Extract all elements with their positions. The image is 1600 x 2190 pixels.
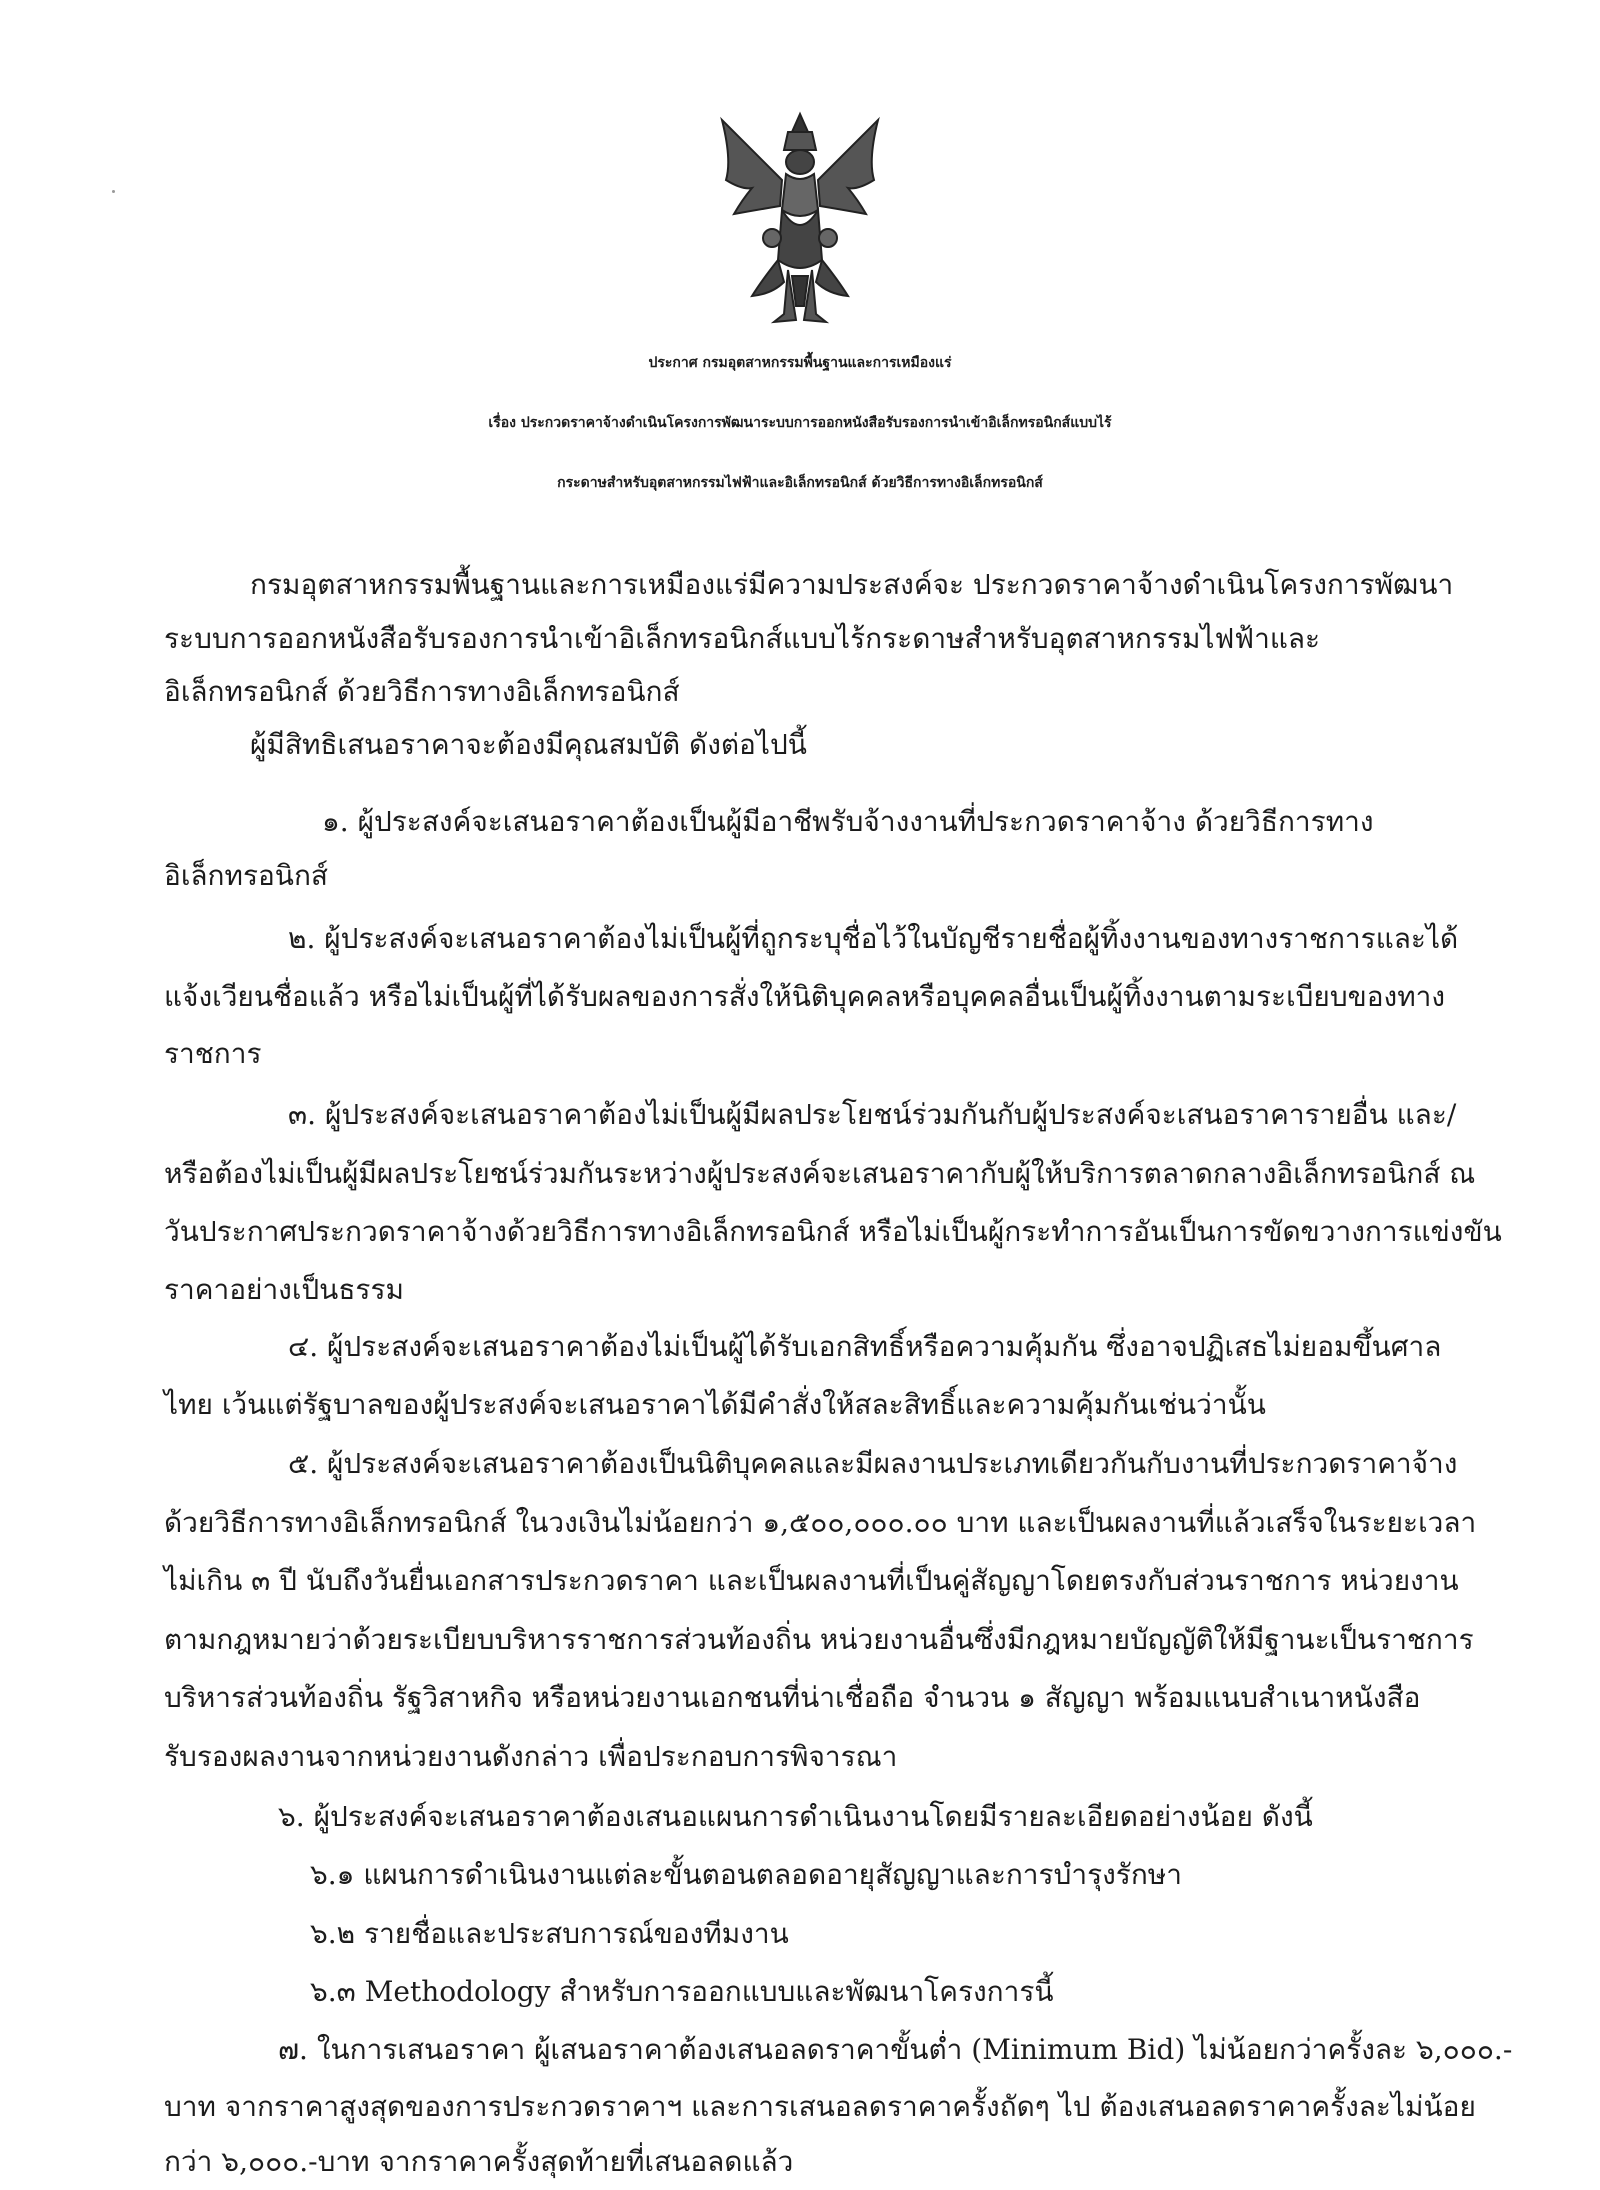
item-7-line: กว่า ๖,๐๐๐.-บาท จากราคาครั้งสุดท้ายที่เสนอลดแล้ว (164, 2145, 794, 2178)
item-6-sub-line: ๖.๓ Methodology สำหรับการออกแบบและพัฒนาโครงการนี้ (310, 1975, 1054, 2008)
scan-speck (112, 190, 115, 193)
intro-line: กรมอุตสาหกรรมพื้นฐานและการเหมืองแร่มีความประสงค์จะ ประกวดราคาจ้างดำเนินโครงการพัฒนา (250, 568, 1454, 601)
item-7-line: ๗. ในการเสนอราคา ผู้เสนอราคาต้องเสนอลดราคาขั้นต่ำ (Minimum Bid) ไม่น้อยกว่าครั้งละ ๖,๐๐๐.- (278, 2033, 1513, 2066)
item-6-line: ๖. ผู้ประสงค์จะเสนอราคาต้องเสนอแผนการดำเนินงานโดยมีรายละเอียดอย่างน้อย ดังนี้ (278, 1800, 1313, 1833)
intro-line: อิเล็กทรอนิกส์ ด้วยวิธีการทางอิเล็กทรอนิกส์ (164, 675, 680, 708)
item-5-line: ๕. ผู้ประสงค์จะเสนอราคาต้องเป็นนิติบุคคลและมีผลงานประเภทเดียวกันกับงานที่ประกวดราคาจ้าง (288, 1447, 1458, 1480)
item-3-line: ๓. ผู้ประสงค์จะเสนอราคาต้องไม่เป็นผู้มีผลประโยชน์ร่วมกันกับผู้ประสงค์จะเสนอราคารายอื่น และ/ (288, 1098, 1457, 1131)
item-2-line: ราชการ (164, 1037, 262, 1070)
item-5-line: บริหารส่วนท้องถิ่น รัฐวิสาหกิจ หรือหน่วยงานเอกชนที่น่าเชื่อถือ จำนวน ๑ สัญญา พร้อมแนบสำเนาหนังสือ (164, 1681, 1421, 1714)
item-1-line: อิเล็กทรอนิกส์ (164, 859, 328, 892)
intro-line: ระบบการออกหนังสือรับรองการนำเข้าอิเล็กทรอนิกส์แบบไร้กระดาษสำหรับอุตสาหกรรมไฟฟ้าและ (164, 622, 1321, 655)
item-4-line: ไทย เว้นแต่รัฐบาลของผู้ประสงค์จะเสนอราคาได้มีคำสั่งให้สละสิทธิ์และความคุ้มกันเช่นว่านั้น (164, 1388, 1266, 1421)
item-1-line: ๑. ผู้ประสงค์จะเสนอราคาต้องเป็นผู้มีอาชีพรับจ้างงานที่ประกวดราคาจ้าง ด้วยวิธีการทาง (322, 805, 1374, 838)
announcement-title: ประกาศ กรมอุตสาหกรรมพื้นฐานและการเหมืองแร่ (648, 355, 952, 371)
item-3-line: หรือต้องไม่เป็นผู้มีผลประโยชน์ร่วมกันระหว่างผู้ประสงค์จะเสนอราคากับผู้ให้บริการตลาดกลางอิเล็กทรอนิกส์ ณ (164, 1157, 1476, 1190)
intro-line: ผู้มีสิทธิเสนอราคาจะต้องมีคุณสมบัติ ดังต่อไปนี้ (250, 728, 807, 761)
item-2-line: ๒. ผู้ประสงค์จะเสนอราคาต้องไม่เป็นผู้ที่ถูกระบุชื่อไว้ในบัญชีรายชื่อผู้ทิ้งงานของทางราชการและได้ (288, 922, 1459, 955)
item-6-sub-line: ๖.๑ แผนการดำเนินงานแต่ละขั้นตอนตลอดอายุสัญญาและการบำรุงรักษา (310, 1858, 1182, 1891)
item-2-line: แจ้งเวียนชื่อแล้ว หรือไม่เป็นผู้ที่ได้รับผลของการสั่งให้นิติบุคคลหรือบุคคลอื่นเป็นผู้ทิ้งงานตามระเบียบของทาง (164, 980, 1446, 1013)
item-3-line: วันประกาศประกวดราคาจ้างด้วยวิธีการทางอิเล็กทรอนิกส์ หรือไม่เป็นผู้กระทำการอันเป็นการขัดขวางการแข่งขัน (164, 1215, 1502, 1248)
item-5-line: ด้วยวิธีการทางอิเล็กทรอนิกส์ ในวงเงินไม่น้อยกว่า ๑,๕๐๐,๐๐๐.๐๐ บาท และเป็นผลงานที่แล้วเสร็จในระยะเวลา (164, 1506, 1477, 1539)
item-6-sub-line: ๖.๒ รายชื่อและประสบการณ์ของทีมงาน (310, 1917, 789, 1950)
garuda-emblem-icon (712, 110, 888, 330)
item-5-line: ไม่เกิน ๓ ปี นับถึงวันยื่นเอกสารประกวดราคา และเป็นผลงานที่เป็นคู่สัญญาโดยตรงกับส่วนราชการ หน่วยงาน (164, 1564, 1459, 1597)
announcement-subject-line-1: เรื่อง ประกวดราคาจ้างดำเนินโครงการพัฒนาระบบการออกหนังสือรับรองการนำเข้าอิเล็กทรอนิกส์แบบไร้ (488, 415, 1112, 431)
announcement-subject-line-2: กระดาษสำหรับอุตสาหกรรมไฟฟ้าและอิเล็กทรอนิกส์ ด้วยวิธีการทางอิเล็กทรอนิกส์ (557, 475, 1043, 491)
item-5-line: ตามกฎหมายว่าด้วยระเบียบบริหารราชการส่วนท้องถิ่น หน่วยงานอื่นซึ่งมีกฎหมายบัญญัติให้มีฐานะเป็นราชการ (164, 1623, 1474, 1656)
item-7-line: บาท จากราคาสูงสุดของการประกวดราคาฯ และการเสนอลดราคาครั้งถัดๆ ไป ต้องเสนอลดราคาครั้งละไม่น้อย (164, 2090, 1476, 2123)
item-4-line: ๔. ผู้ประสงค์จะเสนอราคาต้องไม่เป็นผู้ได้รับเอกสิทธิ์หรือความคุ้มกัน ซึ่งอาจปฏิเสธไม่ยอมขึ้นศาล (288, 1330, 1442, 1363)
item-5-line: รับรองผลงานจากหน่วยงานดังกล่าว เพื่อประกอบการพิจารณา (164, 1740, 898, 1773)
item-3-line: ราคาอย่างเป็นธรรม (164, 1273, 404, 1306)
